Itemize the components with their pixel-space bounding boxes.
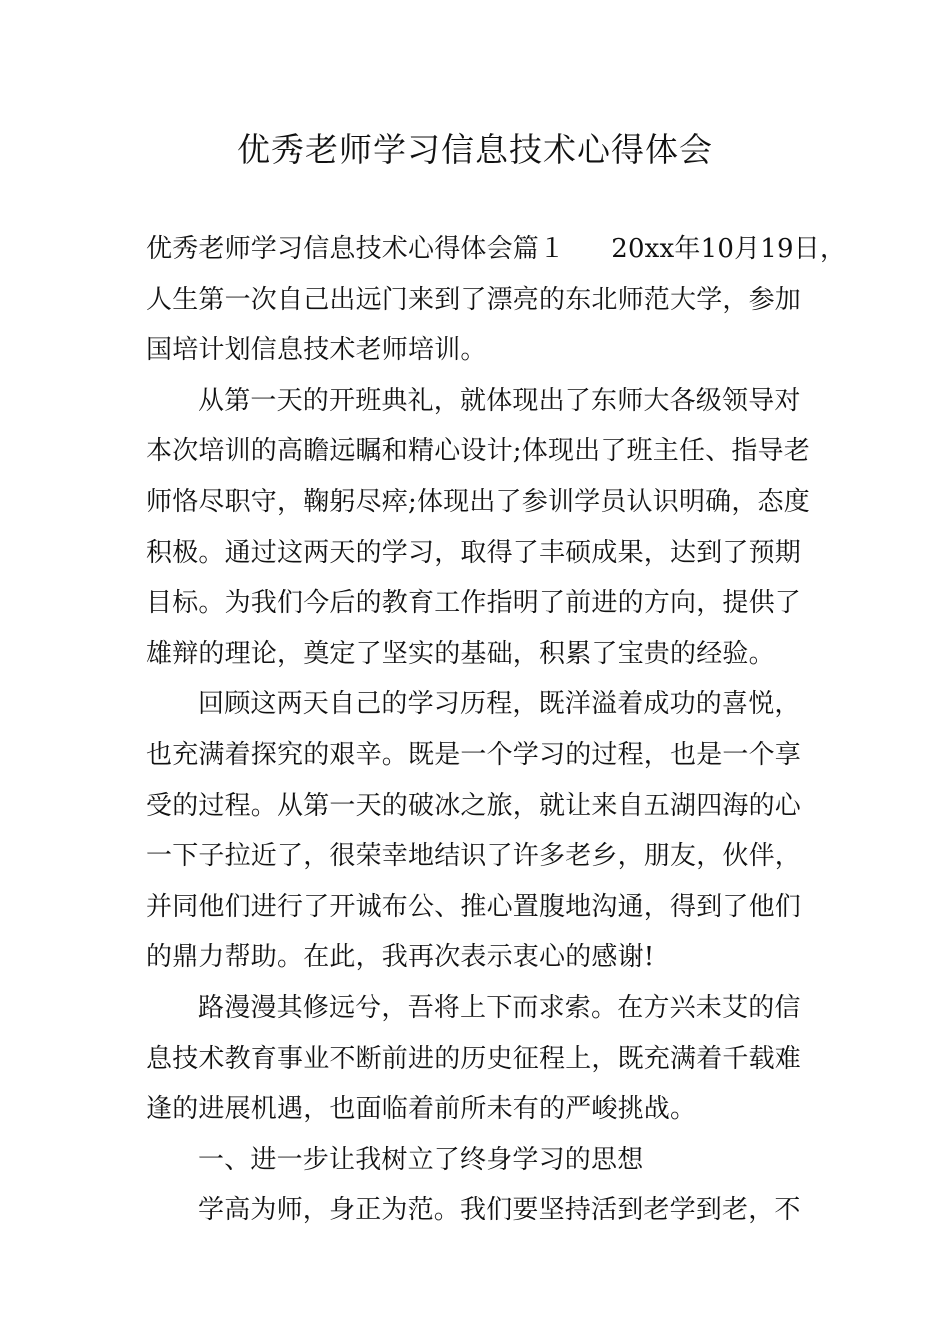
section-heading: 一、进一步让我树立了终身学习的思想: [198, 1144, 644, 1175]
paragraph-line: 从第一天的开班典礼，就体现出了东师大各级领导对: [198, 385, 801, 416]
paragraph-1: [146, 224, 847, 376]
paragraph-5-heading: [146, 1135, 814, 1186]
paragraph-line: 一下子拉近了，很荣幸地结识了许多老乡，朋友，伙伴，: [146, 841, 802, 872]
document-body: [146, 224, 847, 1236]
paragraph-line: 雄辩的理论，奠定了坚实的基础，积累了宝贵的经验。: [146, 638, 775, 669]
paragraph-line: 师恪尽职守，鞠躬尽瘁;体现出了参训学员认识明确，态度: [146, 486, 810, 517]
paragraph-line: 回顾这两天自己的学习历程，既洋溢着成功的喜悦，: [198, 689, 801, 720]
paragraph-line: 人生第一次自己出远门来到了漂亮的东北师范大学，参加: [146, 284, 802, 315]
paragraph-line: 本次培训的高瞻远瞩和精心设计;体现出了班主任、指导老: [146, 436, 810, 467]
section-heading-inline: 优秀老师学习信息技术心得体会篇１: [146, 234, 566, 264]
document-title: 优秀老师学习信息技术心得体会: [237, 130, 713, 169]
paragraph-line: 并同他们进行了开诚布公、推心置腹地沟通，得到了他们: [146, 891, 802, 922]
paragraph-line: 也充满着探究的艰辛。既是一个学习的过程，也是一个享: [146, 739, 802, 770]
paragraph-line: 国培计划信息技术老师培训。: [146, 335, 487, 366]
paragraph-4: [146, 983, 814, 1135]
date-text: 20xx年10月19日，: [611, 234, 847, 264]
paragraph-line: 目标。为我们今后的教育工作指明了前进的方向，提供了: [146, 588, 802, 619]
paragraph-line: 积极。通过这两天的学习，取得了丰硕成果，达到了预期: [146, 537, 802, 568]
paragraph-line: 路漫漫其修远兮，吾将上下而求索。在方兴未艾的信: [198, 992, 801, 1023]
paragraph-2: [146, 376, 814, 680]
paragraph-line: [146, 224, 847, 275]
paragraph-line: 学高为师，身正为范。我们要坚持活到老学到老，不: [198, 1195, 801, 1226]
paragraph-line: 受的过程。从第一天的破冰之旅，就让来自五湖四海的心: [146, 790, 802, 821]
paragraph-6: [146, 1185, 814, 1236]
paragraph-line: 逢的进展机遇，也面临着前所未有的严峻挑战。: [146, 1094, 697, 1125]
paragraph-line: 的鼎力帮助。在此，我再次表示衷心的感谢!: [146, 942, 655, 973]
paragraph-line: 息技术教育事业不断前进的历史征程上，既充满着千载难: [146, 1043, 802, 1074]
paragraph-3: [146, 679, 814, 983]
